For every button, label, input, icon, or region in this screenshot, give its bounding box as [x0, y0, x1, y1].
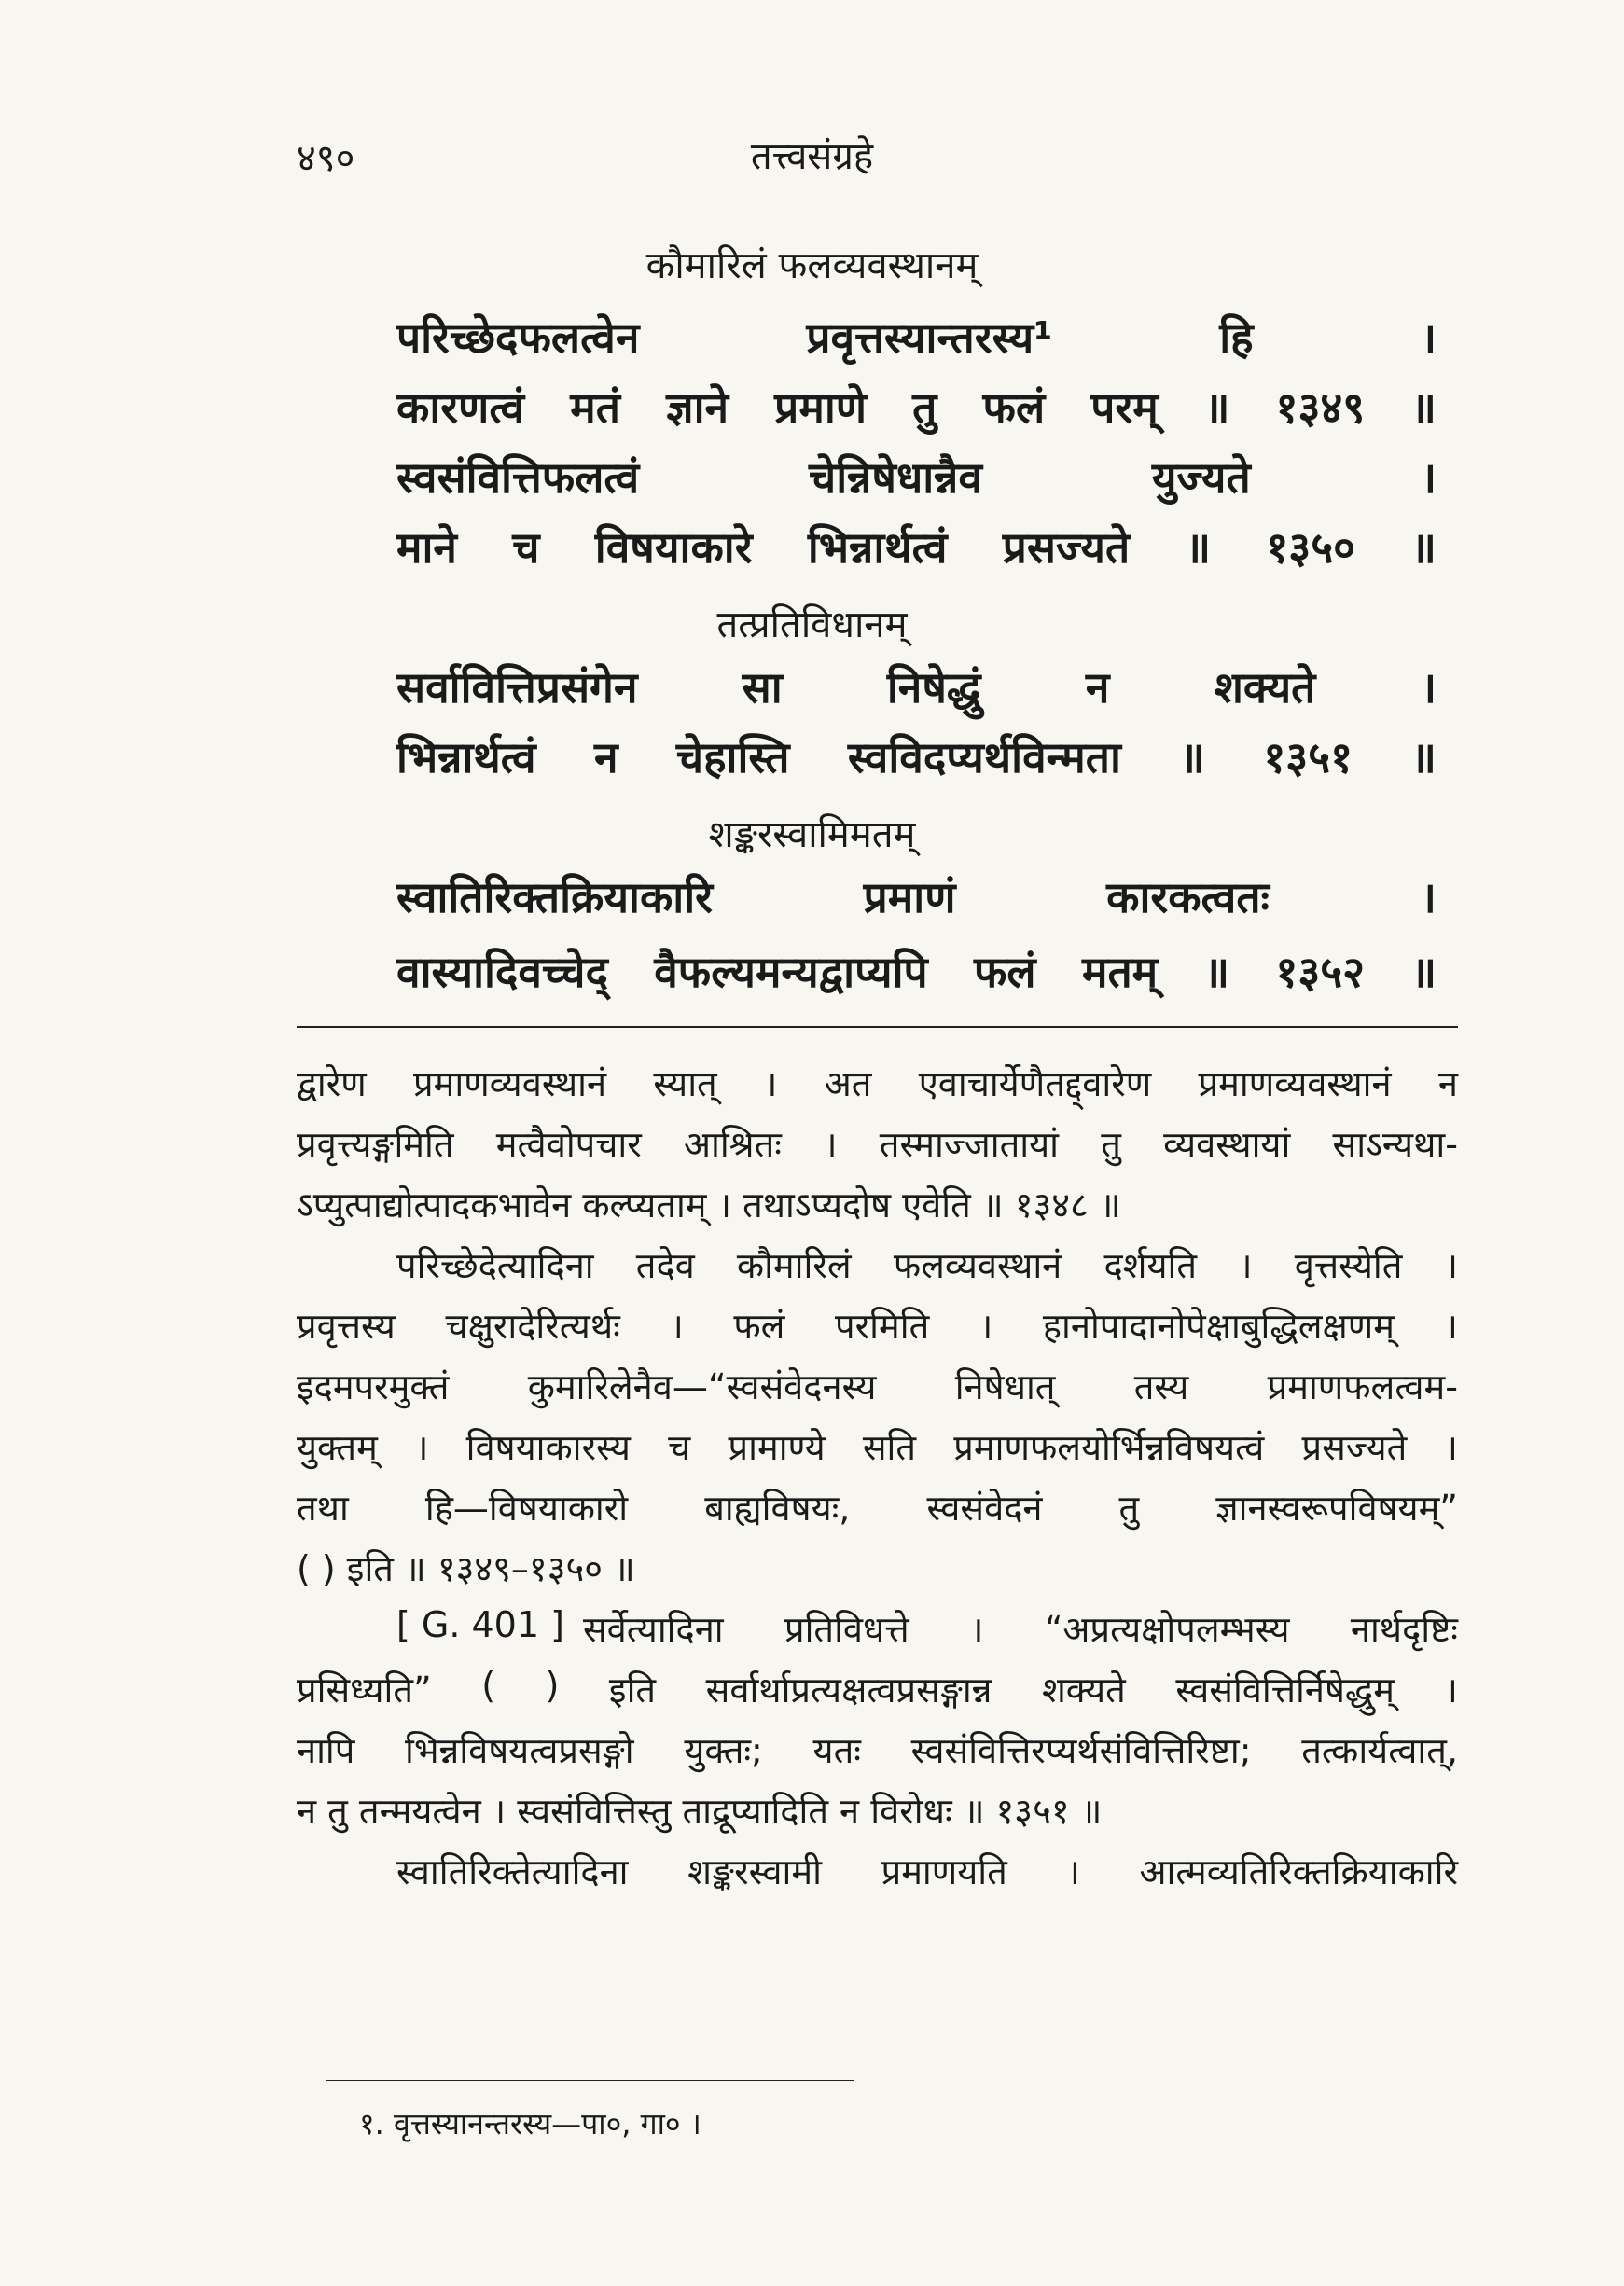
section-heading-kaumarila: कौमारिलं फलव्यवस्थानम्	[645, 244, 979, 287]
commentary-line: नापि भिन्नविषयत्वप्रसङ्गो युक्तः; यतः स्वसंवित्तिरप्यर्थसंवित्तिरिष्टा; तत्कार्यत्वात्,	[297, 1730, 1458, 1771]
section-heading-shankaraswami: शङ्करस्वामिमतम्	[708, 813, 916, 856]
commentary-line: युक्तम् । विषयाकारस्य च प्रामाण्ये सति प्रमाणफलयोर्भिन्नविषयत्वं प्रसज्यते ।	[297, 1427, 1458, 1468]
commentary-line: ( ) इति ॥ १३४९–१३५० ॥	[297, 1548, 635, 1589]
section-heading-pratividhana: तत्प्रतिविधानम्	[716, 603, 908, 646]
footnote: १. वृत्तस्यानन्तरस्य—पा०, गा० ।	[359, 2106, 701, 2141]
verse-1351-second-half: भिन्नार्थत्वं न चेहास्ति स्वविदप्यर्थविन्मता ॥ १३५१ ॥	[396, 732, 1437, 783]
verse-1349-second-half: कारणत्वं मतं ज्ञाने प्रमाणे तु फलं परम् ॥ १३४९ ॥	[396, 382, 1437, 433]
commentary-line-text: सर्वेत्यादिना प्रतिविधत्ते । “अप्रत्यक्षोपलम्भस्य नार्थदृष्टिः	[582, 1609, 1458, 1650]
verse-1350-second-half: माने च विषयाकारे भिन्नार्थत्वं प्रसज्यते ॥ १३५० ॥	[396, 522, 1437, 573]
verse-1352-first-half: स्वातिरिक्तक्रियाकारि प्रमाणं कारकत्वतः ।	[396, 872, 1437, 922]
commentary-line: तथा हि—विषयाकारो बाह्यविषयः, स्वसंवेदनं तु ज्ञानस्वरूपविषयम्”	[297, 1488, 1458, 1529]
verse-commentary-divider	[297, 1026, 1458, 1028]
verse-1350-first-half: स्वसंवित्तिफलत्वं चेन्निषेधान्नैव युज्यते ।	[396, 452, 1437, 503]
gaekwad-page-reference: [ G. 401 ]	[396, 1604, 564, 1645]
page-number: ४९०	[297, 137, 355, 180]
commentary-line: इदमपरमुक्तं कुमारिलेनैव—“स्वसंवेदनस्य निषेधात् तस्य प्रमाणफलत्वम-	[297, 1366, 1458, 1407]
commentary-line: ऽप्युत्पाद्योत्पादकभावेन कल्प्यताम् । तथाऽप्यदोष एवेति ॥ १३४८ ॥	[297, 1185, 1121, 1226]
running-title: तत्त्वसंग्रहे	[750, 135, 874, 178]
commentary-line: प्रवृत्तस्य चक्षुरादेरित्यर्थः । फलं परमिति । हानोपादानोपेक्षाबुद्धिलक्षणम् ।	[297, 1306, 1458, 1347]
commentary-line: प्रवृत्त्यङ्गमिति मत्वैवोपचार आश्रितः । तस्माज्जातायां तु व्यवस्थायां साऽन्यथा-	[297, 1124, 1458, 1165]
commentary-line: द्वारेण प्रमाणव्यवस्थानं स्यात् । अत एवाचार्येणैतद्द्वारेण प्रमाणव्यवस्थानं न	[297, 1063, 1458, 1104]
footnote-divider	[326, 2080, 854, 2081]
commentary-line: प्रसिध्यति” ( ) इति सर्वार्थाप्रत्यक्षत्वप्रसङ्गान्न शक्यते स्वसंवित्तिर्निषेद्धुम् ।	[297, 1665, 1458, 1711]
verse-1349-first-half: परिच्छेदफलत्वेन प्रवृत्तस्यान्तरस्य¹ हि ।	[396, 312, 1437, 363]
verse-1351-first-half: सर्वावित्तिप्रसंगेन सा निषेद्धुं न शक्यते ।	[396, 662, 1437, 713]
commentary-line: न तु तन्मयत्वेन । स्वसंवित्तिस्तु ताद्रूप्यादिति न विरोधः ॥ १३५१ ॥	[297, 1791, 1103, 1832]
verse-1352-second-half: वास्यादिवच्चेद् वैफल्यमन्यद्वाप्यपि फलं मतम् ॥ १३५२ ॥	[396, 947, 1437, 997]
commentary-line	[396, 1604, 1458, 1653]
commentary-line: परिच्छेदेत्यादिना तदेव कौमारिलं फलव्यवस्थानं दर्शयति । वृत्तस्येति ।	[396, 1245, 1458, 1286]
commentary-line: स्वातिरिक्तेत्यादिना शङ्करस्वामी प्रमाणयति । आत्मव्यतिरिक्तक्रियाकारि	[396, 1851, 1458, 1892]
